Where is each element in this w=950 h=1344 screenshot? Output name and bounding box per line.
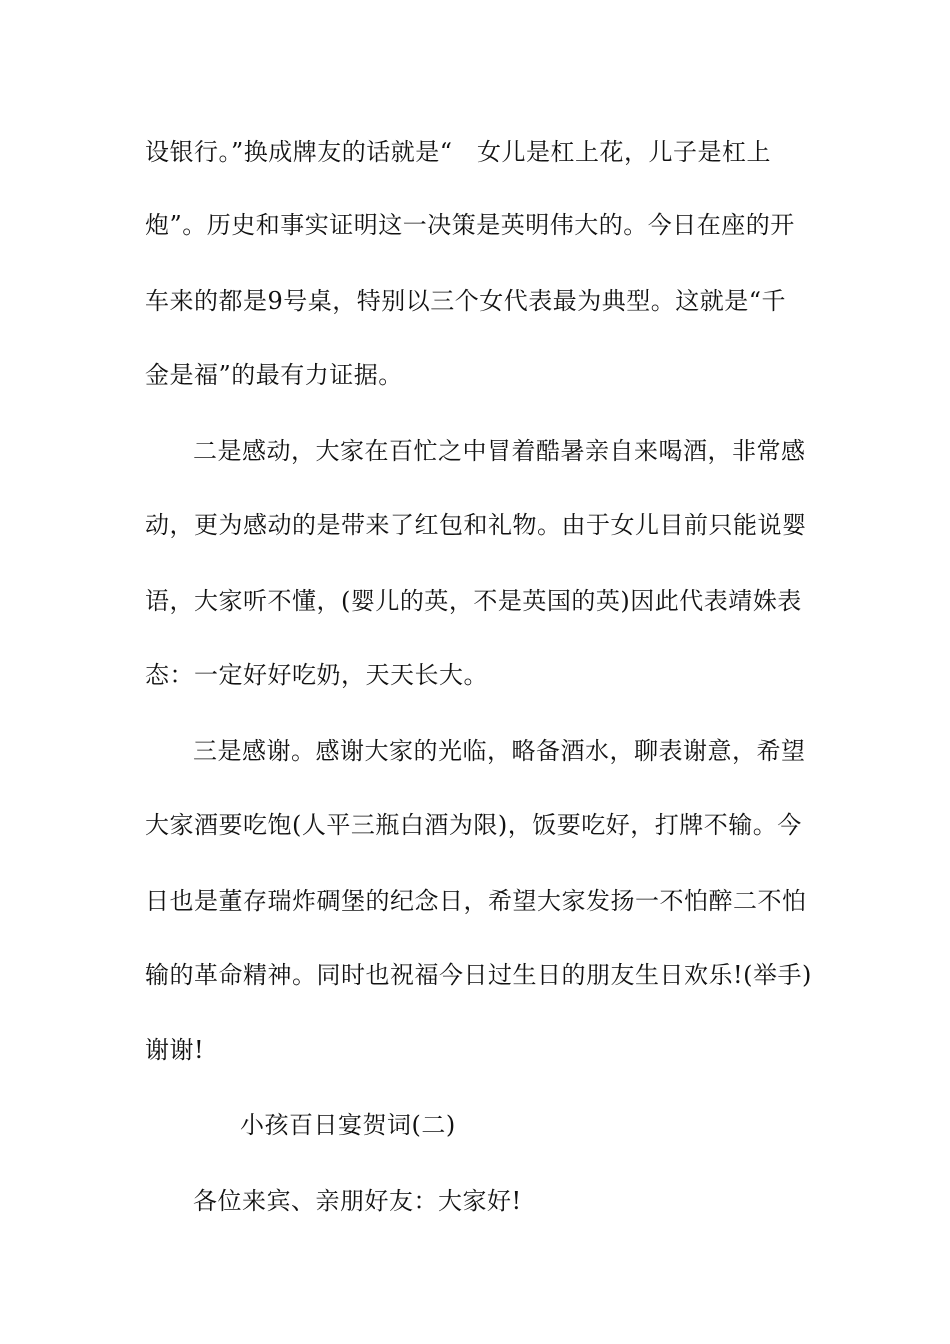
text-line-3: 车来的都是9号桌，特别以三个女代表最为典型。这就是“千 <box>145 287 787 315</box>
paragraph-2-line-3: 语，大家听不懂，(婴儿的英，不是英国的英)因此代表靖姝表 <box>145 587 802 615</box>
paragraph-3-line-2: 大家酒要吃饱(人平三瓶白酒为限)，饭要吃好，打牌不输。今 <box>145 811 802 839</box>
text-line-4: 金是福”的最有力证据。 <box>145 361 403 389</box>
text-line-2: 炮”。历史和事实证明这一决策是英明伟大的。今日在座的开 <box>145 211 795 239</box>
paragraph-3-line-3: 日也是董存瑞炸碉堡的纪念日，希望大家发扬一不怕醉二不怕 <box>145 887 807 915</box>
paragraph-2-line-2: 动，更为感动的是带来了红包和礼物。由于女儿目前只能说婴 <box>145 511 807 539</box>
paragraph-2-line-1: 二是感动，大家在百忙之中冒着酷暑亲自来喝酒，非常感 <box>193 437 806 465</box>
text-line-1: 设银行。”换成牌友的话就是“ 女儿是杠上花，儿子是杠上 <box>145 138 772 166</box>
greeting-line: 各位来宾、亲朋好友：大家好! <box>193 1187 522 1215</box>
paragraph-2-line-4: 态：一定好好吃奶，天天长大。 <box>145 661 488 689</box>
paragraph-3-line-1: 三是感谢。感谢大家的光临，略备酒水，聊表谢意，希望 <box>193 737 806 765</box>
paragraph-3-line-5: 谢谢! <box>145 1036 205 1064</box>
section-heading: 小孩百日宴贺词(二) <box>240 1111 456 1139</box>
paragraph-3-line-4: 输的革命精神。同时也祝福今日过生日的朋友生日欢乐!(举手) <box>145 961 812 989</box>
